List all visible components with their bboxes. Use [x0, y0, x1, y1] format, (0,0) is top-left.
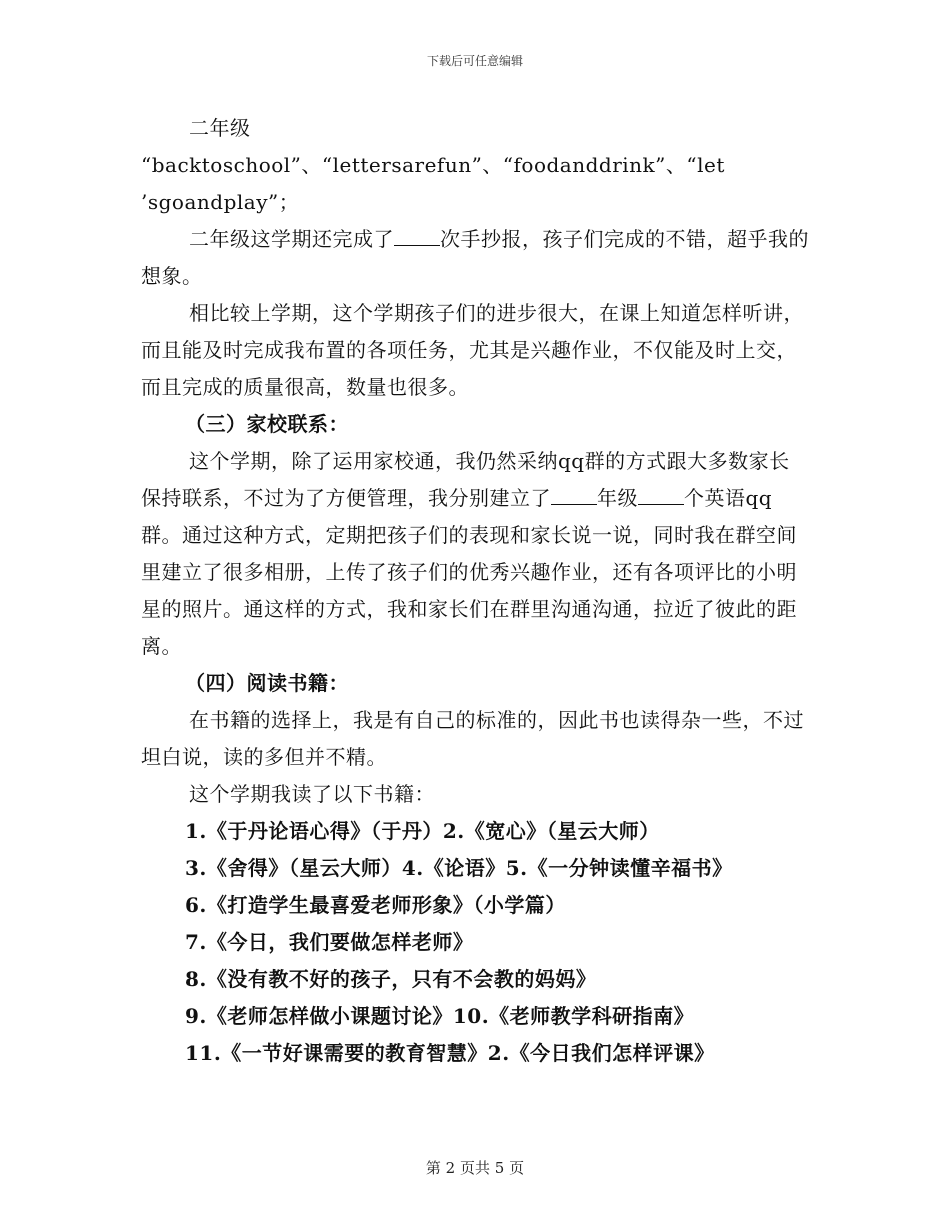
page-header: 下载后可任意编辑: [426, 54, 523, 68]
book-line: 3.《舍得》（星云大师）4.《论语》5.《一分钟读懂辛福书》: [185, 856, 733, 880]
fill-in-blank: [638, 488, 684, 505]
fill-in-blank: [551, 488, 597, 505]
section3-text-a: 这个学期，除了运用家校通，我仍然采纳qq群的方式跟大多数家长保持联系，不过为了方便管理，我分别建立了: [141, 449, 790, 510]
book-line: 8.《没有教不好的孩子，只有不会教的妈妈》: [185, 967, 597, 991]
book-line: 6.《打造学生最喜爱老师形象》（小学篇）: [185, 893, 566, 917]
progress-paragraph: 相比较上学期，这个学期孩子们的进步很大，在课上知道怎样听讲，而且能及时完成我布置的各项任务，尤其是兴趣作业，不仅能及时上交，而且完成的质量很高，数量也很多。: [141, 301, 804, 399]
book-line: 1.《于丹论语心得》（于丹）2.《宽心》（星云大师）: [185, 819, 660, 843]
grade2-handout-text-b: 次手抄报，孩子们完成的不错，超乎我的想象。: [141, 227, 809, 288]
book-line: 9.《老师怎样做小课题讨论》10.《老师教学科研指南》: [185, 1004, 695, 1028]
grade2-handout-paragraph: [141, 221, 809, 295]
reading-intro-paragraph: 在书籍的选择上，我是有自己的标准的，因此书也读得杂一些，不过坦白说，读的多但并不精。: [141, 708, 804, 769]
book-line: 7.《今日，我们要做怎样老师》: [185, 930, 474, 954]
section3-heading: （三）家校联系：: [185, 412, 349, 436]
section4-heading: （四）阅读书籍：: [185, 671, 349, 695]
section3-text-b: 年级: [597, 486, 638, 510]
grade2-topics-line1: “backtoschool”、“lettersarefun”、“foodanddrink”、“let: [141, 153, 725, 177]
reading-list-intro: 这个学期我读了以下书籍：: [189, 782, 435, 806]
page-footer: 第 2 页共 5 页: [425, 1159, 525, 1177]
grade2-topics-line2: ’sgoandplay”；: [141, 190, 300, 214]
book-line: 11.《一节好课需要的教育智慧》2.《今日我们怎样评课》: [185, 1041, 715, 1065]
document-body: [141, 110, 809, 1072]
section3-paragraph: [141, 443, 809, 665]
section3-text-c: 个英语qq群。通过这种方式，定期把孩子们的表现和家长说一说，同时我在群空间里建立了很多相册，上传了孩子们的优秀兴趣作业，还有各项评比的小明星的照片。通这样的方式，我和家长们在群里沟通沟通，拉近了彼此的距离。: [141, 486, 797, 658]
fill-in-blank: [394, 229, 440, 246]
grade2-title: 二年级: [189, 116, 251, 140]
grade2-handout-text-a: 二年级这学期还完成了: [189, 227, 394, 251]
